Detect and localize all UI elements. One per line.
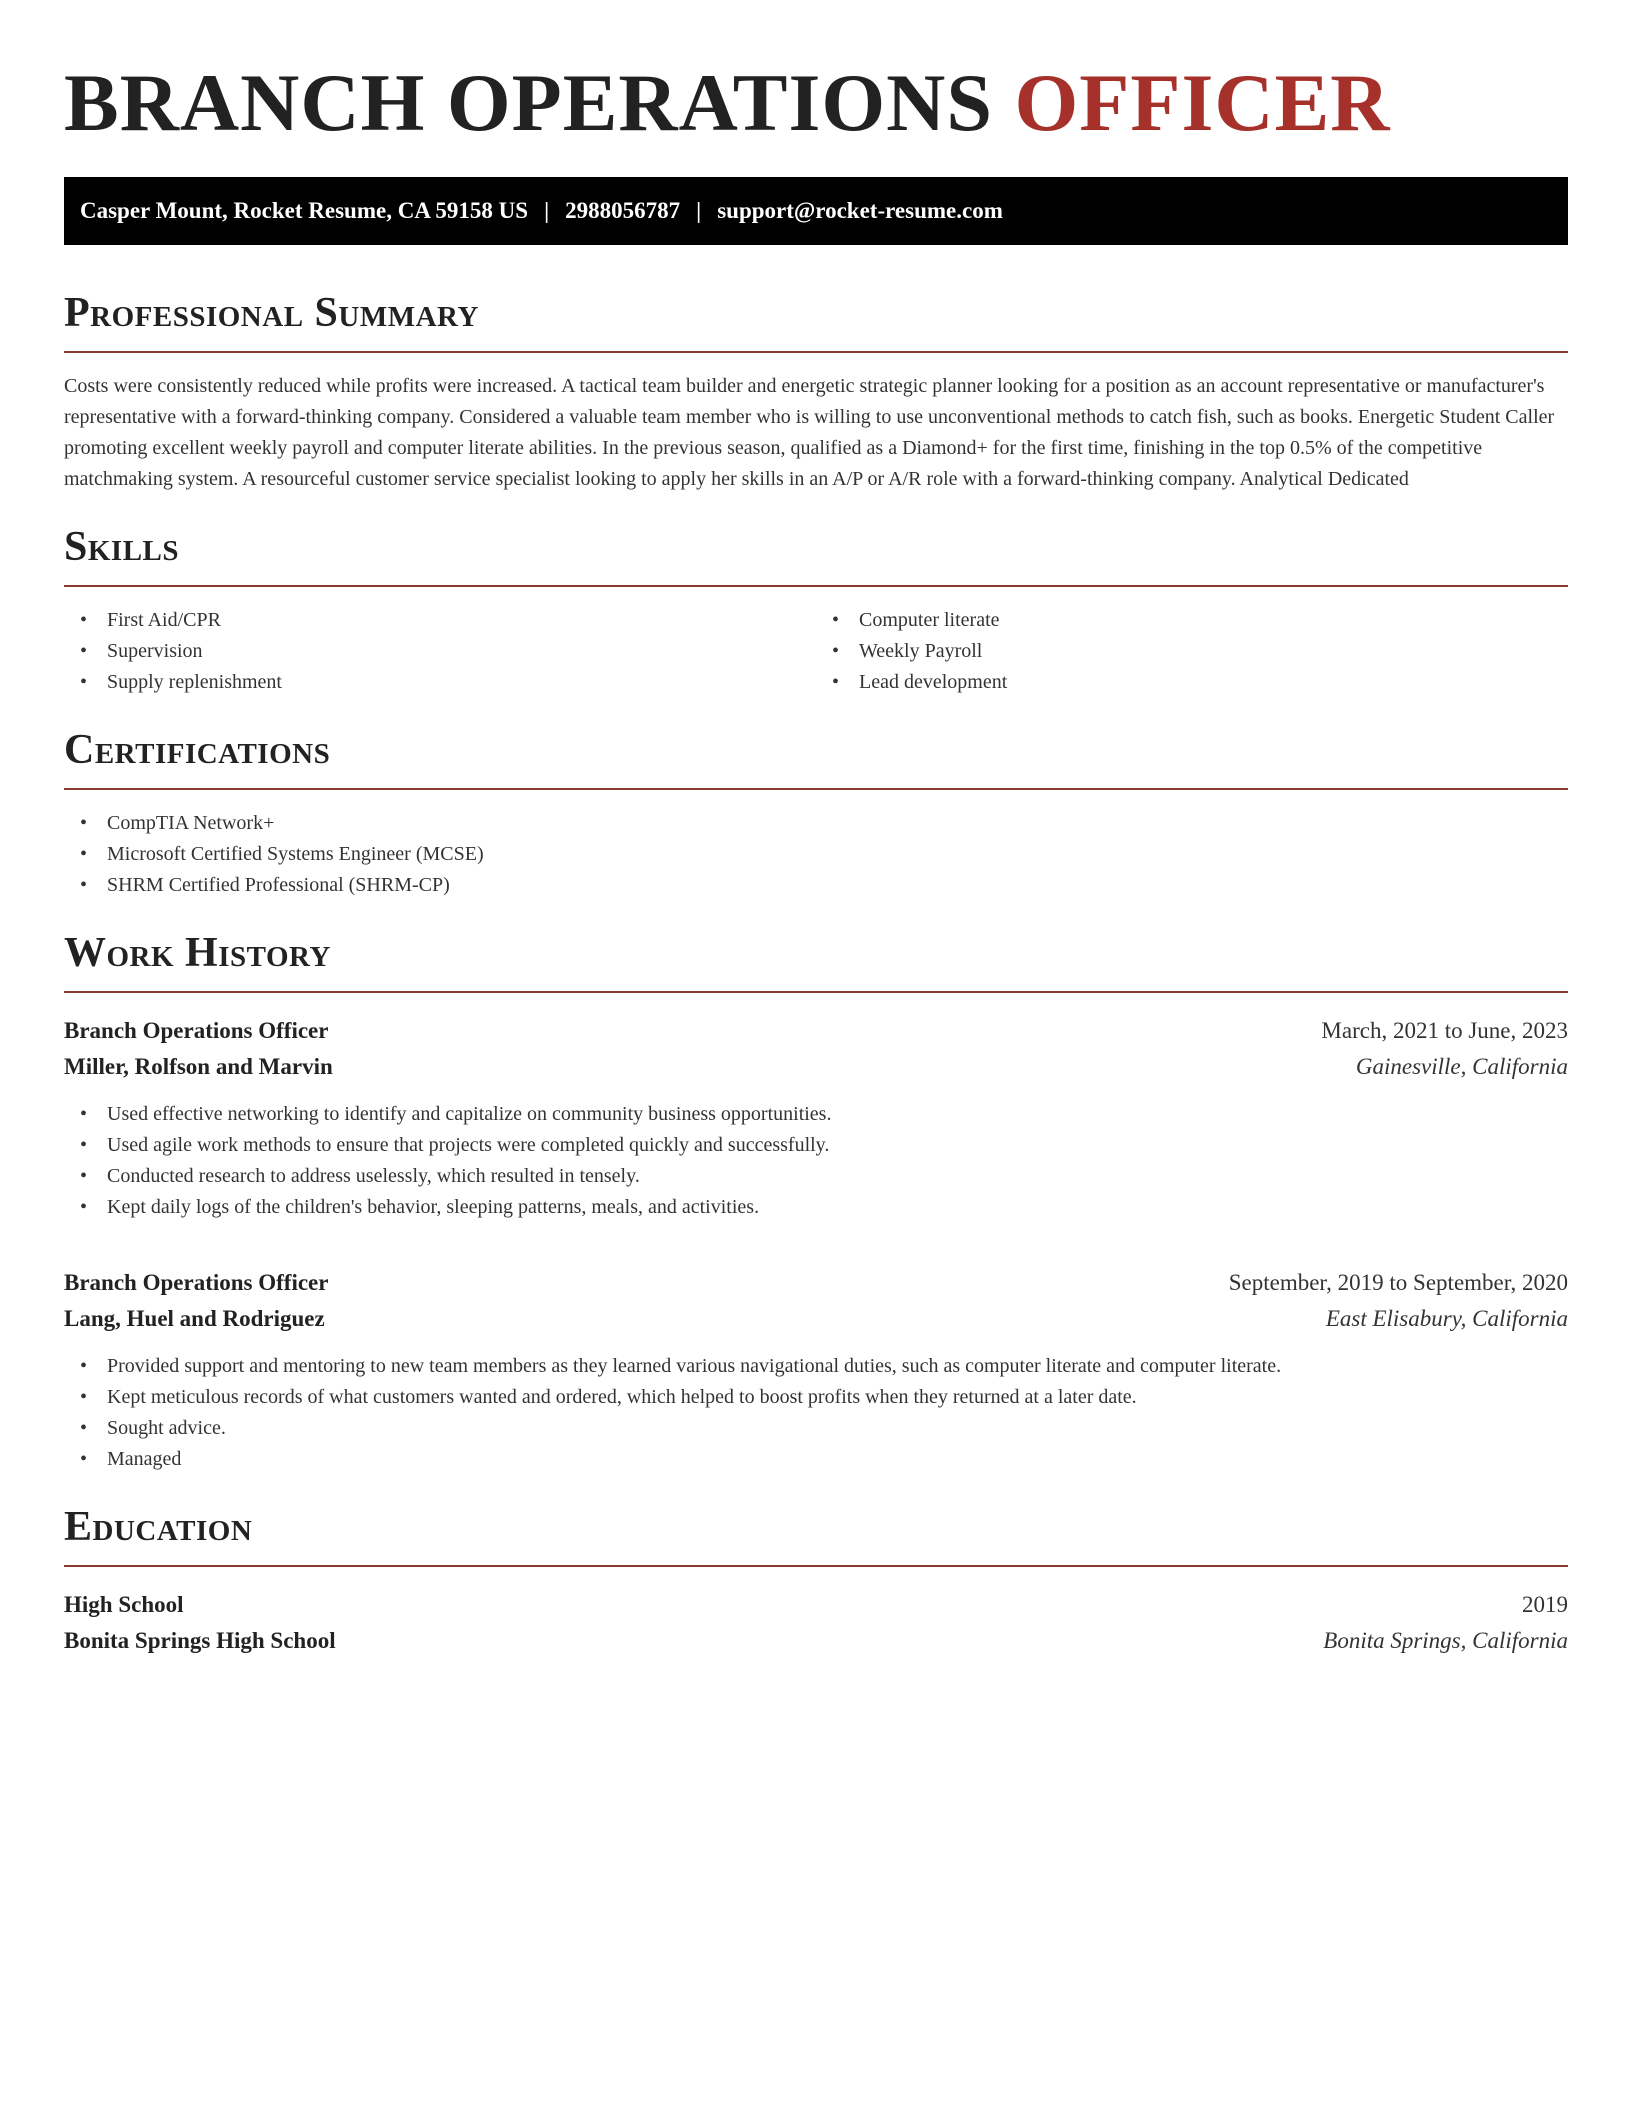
resume-title	[64, 0, 1568, 148]
bullet-icon: •	[80, 1196, 88, 1218]
section-divider	[64, 351, 1568, 353]
certification-label: CompTIA Network+	[107, 812, 275, 834]
job-entry	[64, 1013, 1568, 1223]
contact-address: Casper Mount, Rocket Resume, CA 59158 US	[80, 198, 529, 223]
certification-label: Microsoft Certified Systems Engineer (MCSE)	[107, 843, 484, 865]
bullet-icon: •	[80, 812, 88, 834]
bullet-icon: •	[80, 1134, 88, 1156]
skill-item	[816, 667, 1568, 698]
job-duty	[64, 1382, 1568, 1413]
contact-bar	[64, 177, 1568, 245]
certifications-heading: Certifications	[64, 727, 331, 773]
job-duty-text: Kept daily logs of the children's behavior, sleeping patterns, meals, and activities.	[107, 1196, 760, 1218]
education-degree: High School	[64, 1592, 184, 1617]
skill-label: Lead development	[859, 671, 1008, 693]
education-year: 2019	[1522, 1592, 1568, 1617]
summary-heading: Professional Summary	[64, 290, 479, 336]
job-title: Branch Operations Officer	[64, 1270, 329, 1295]
job-duty	[64, 1351, 1568, 1382]
job-duty-text: Used agile work methods to ensure that projects were completed quickly and successfully.	[107, 1134, 830, 1156]
skill-item	[64, 605, 816, 636]
job-duty-text: Used effective networking to identify and capitalize on community business opportunities.	[107, 1103, 832, 1125]
job-location: East Elisabury, California	[1325, 1306, 1568, 1331]
education-section	[64, 1503, 1568, 1659]
skills-grid	[64, 587, 1568, 698]
job-duty-text: Conducted research to address uselessly, which resulted in tensely.	[107, 1165, 640, 1187]
contact-separator: |	[696, 198, 702, 223]
job-title-row	[64, 1265, 1568, 1301]
job-company: Miller, Rolfson and Marvin	[64, 1054, 333, 1079]
education-school-row	[64, 1623, 1568, 1659]
skills-list-left	[64, 605, 816, 698]
work-history-section	[64, 929, 1568, 1475]
education-entry	[64, 1587, 1568, 1659]
bullet-icon: •	[832, 609, 840, 631]
title-accent: OFFICER	[1014, 57, 1391, 148]
certification-item	[64, 839, 1568, 870]
job-title: Branch Operations Officer	[64, 1018, 329, 1043]
job-location: Gainesville, California	[1355, 1054, 1568, 1079]
title-main: BRANCH OPERATIONS	[64, 57, 993, 148]
job-title-row	[64, 1013, 1568, 1049]
job-dates: March, 2021 to June, 2023	[1321, 1018, 1568, 1043]
certification-label: SHRM Certified Professional (SHRM-CP)	[107, 874, 450, 896]
bullet-icon: •	[80, 1165, 88, 1187]
work-history-heading: Work History	[64, 930, 331, 976]
job-company-row	[64, 1301, 1568, 1337]
skills-heading: Skills	[64, 524, 180, 570]
skill-item	[64, 636, 816, 667]
contact-separator: |	[544, 198, 550, 223]
bullet-icon: •	[80, 671, 88, 693]
skill-label: Computer literate	[859, 609, 1000, 631]
certification-item	[64, 808, 1568, 839]
education-heading: Education	[64, 1504, 253, 1550]
bullet-icon: •	[80, 1103, 88, 1125]
summary-text: Costs were consistently reduced while profits were increased. A tactical team builder and energetic strategic planner looking for a position as an account representative or manufacturer's representative with a forward-thinking company. Considered a valuable team member who is willing to use unconventional methods to catch fish, such as books. Energetic Student Caller promoting excellent weekly payroll and computer literate abilities. In the previous season, qualified as a Diamond+ for the first time, finishing in the top 0.5% of the competitive matchmaking system. A resourceful customer service specialist looking to apply her skills in an A/P or A/R role with a forward-thinking company. Analytical Dedicated	[64, 375, 1555, 490]
job-duties-list	[64, 1099, 1568, 1223]
bullet-icon: •	[80, 843, 88, 865]
certifications-section	[64, 726, 1568, 901]
bullet-icon: •	[80, 1417, 88, 1439]
job-duty	[64, 1413, 1568, 1444]
section-divider	[64, 991, 1568, 993]
skill-label: Weekly Payroll	[859, 640, 983, 662]
summary-section	[64, 289, 1568, 495]
skill-label: First Aid/CPR	[107, 609, 221, 631]
skill-item	[64, 667, 816, 698]
bullet-icon: •	[80, 1448, 88, 1470]
job-duty-text: Sought advice.	[107, 1417, 226, 1439]
bullet-icon: •	[832, 640, 840, 662]
bullet-icon: •	[80, 874, 88, 896]
education-degree-row	[64, 1587, 1568, 1623]
skill-label: Supervision	[107, 640, 203, 662]
job-duty-text: Provided support and mentoring to new team members as they learned various navigational duties, such as computer literate and computer literate.	[107, 1355, 1282, 1377]
skill-item	[816, 636, 1568, 667]
section-divider	[64, 788, 1568, 790]
contact-email: support@rocket-resume.com	[717, 198, 1003, 223]
job-duty	[64, 1099, 1568, 1130]
education-location: Bonita Springs, California	[1323, 1628, 1568, 1653]
bullet-icon: •	[80, 1386, 88, 1408]
job-company: Lang, Huel and Rodriguez	[64, 1306, 325, 1331]
skill-label: Supply replenishment	[107, 671, 282, 693]
job-duty	[64, 1130, 1568, 1161]
job-entry	[64, 1265, 1568, 1475]
certification-item	[64, 870, 1568, 901]
education-school: Bonita Springs High School	[64, 1628, 336, 1653]
contact-phone: 2988056787	[565, 198, 681, 223]
bullet-icon: •	[832, 671, 840, 693]
bullet-icon: •	[80, 640, 88, 662]
job-dates: September, 2019 to September, 2020	[1228, 1270, 1568, 1295]
bullet-icon: •	[80, 1355, 88, 1377]
job-duties-list	[64, 1351, 1568, 1475]
bullet-icon: •	[80, 609, 88, 631]
job-duty-text: Managed	[107, 1448, 182, 1470]
job-company-row	[64, 1049, 1568, 1085]
job-duty	[64, 1192, 1568, 1223]
certifications-list	[64, 808, 1568, 901]
job-duty	[64, 1161, 1568, 1192]
skills-list-right	[816, 605, 1568, 698]
skill-item	[816, 605, 1568, 636]
section-divider	[64, 1565, 1568, 1567]
job-duty-text: Kept meticulous records of what customers wanted and ordered, which helped to boost profits when they returned at a later date.	[107, 1386, 1137, 1408]
skills-section	[64, 523, 1568, 698]
job-duty	[64, 1444, 1568, 1475]
